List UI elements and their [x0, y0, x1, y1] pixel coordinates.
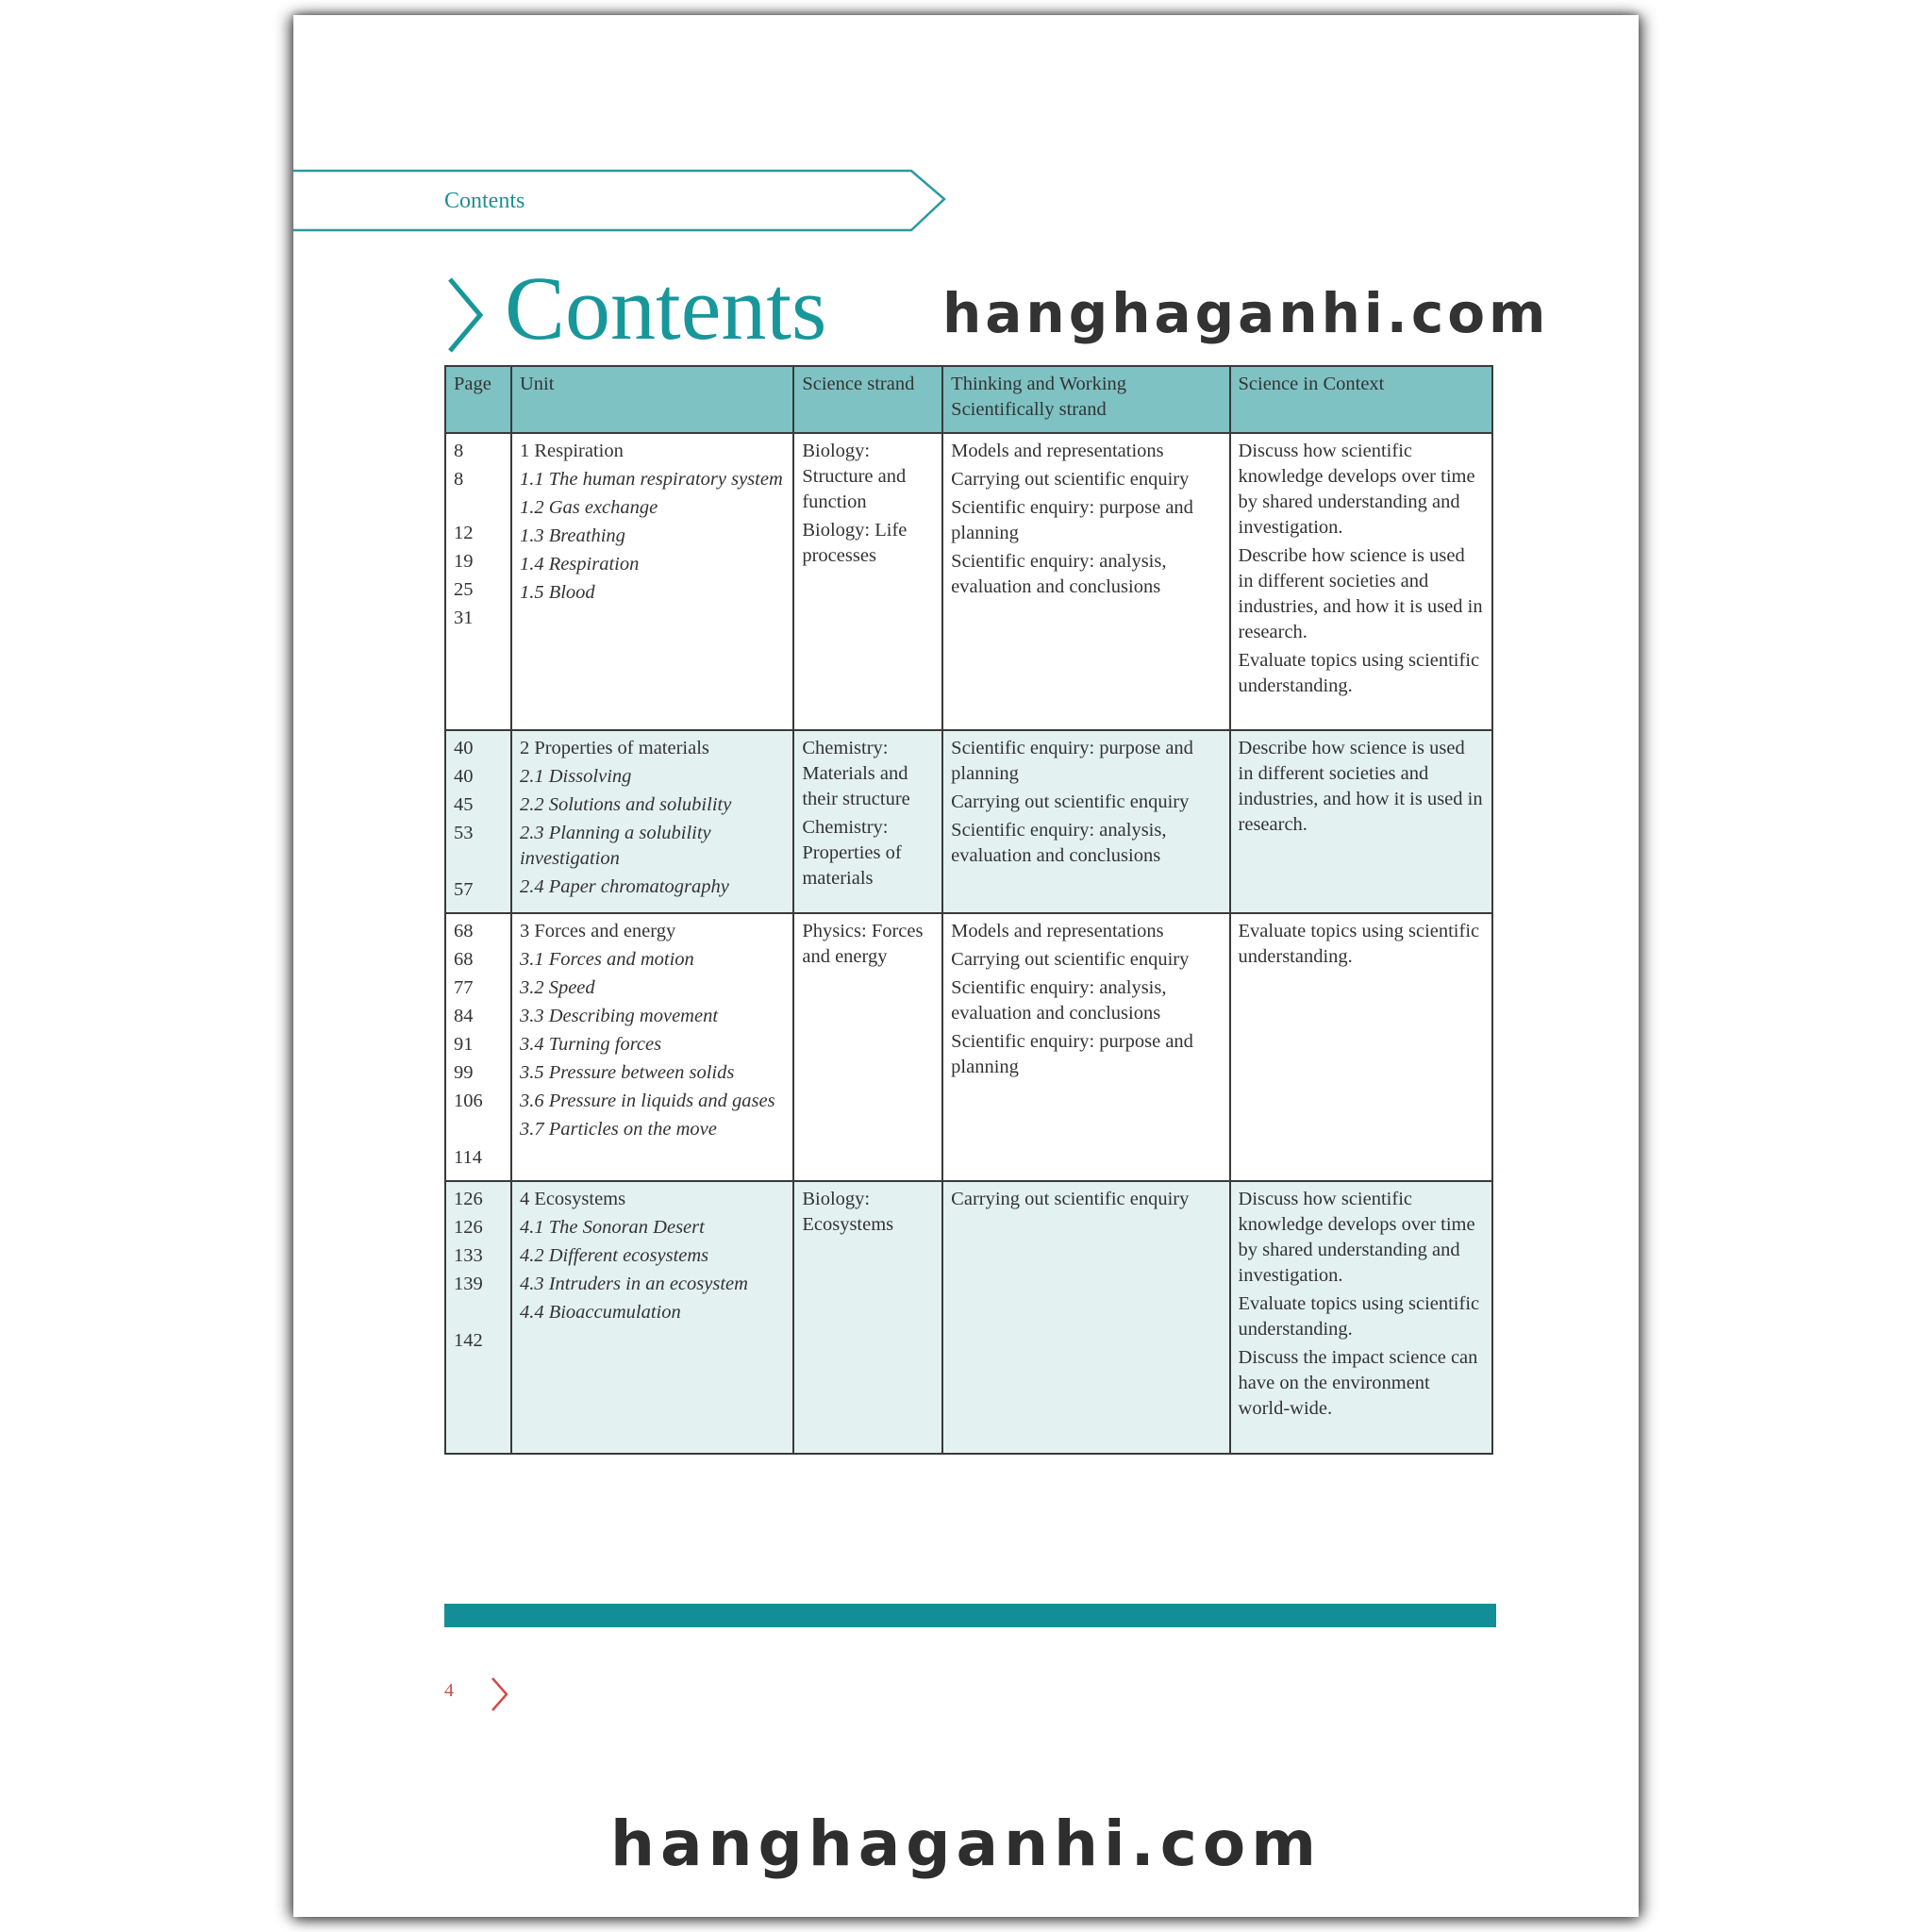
science-in-context-cell: [1230, 433, 1492, 730]
topic-link[interactable]: 1.4 Respiration: [519, 554, 640, 575]
topic-link[interactable]: 3.3 Describing movement: [519, 1006, 719, 1026]
science-in-context-cell: [1230, 1181, 1492, 1454]
page-cell: [445, 730, 511, 913]
thinking-working-cell: [942, 730, 1229, 913]
unit-cell: [511, 433, 793, 730]
topic-link[interactable]: 1.3 Breathing: [519, 525, 625, 546]
page-number: 40: [454, 766, 474, 787]
strand-text: Biology: Life processes: [802, 520, 908, 566]
thinking-working-cell: [942, 913, 1229, 1181]
section-banner: [293, 157, 973, 242]
table-row: [445, 730, 1492, 913]
page-cell: [445, 433, 511, 730]
page-number: 77: [454, 977, 474, 998]
topic-link[interactable]: 3.1 Forces and motion: [519, 949, 694, 970]
column-header-unit: Unit: [511, 366, 793, 433]
page-number: 114: [454, 1147, 482, 1168]
page-number: 84: [454, 1006, 474, 1026]
unit-title: 4 Ecosystems: [519, 1189, 626, 1209]
page-number: 91: [454, 1034, 474, 1055]
strand-text: Biology: Ecosystems: [802, 1189, 894, 1235]
twc-text: Models and representations: [951, 921, 1164, 941]
contents-table: [444, 365, 1493, 1455]
topic-link[interactable]: 4.3 Intruders in an ecosystem: [519, 1274, 748, 1294]
strand-text: Chemistry: Properties of materials: [802, 817, 902, 889]
science-in-context-cell: [1230, 913, 1492, 1181]
page-cell: [445, 1181, 511, 1454]
twc-text: Scientific enquiry: analysis, evaluation and conclusions: [951, 551, 1167, 597]
page-title: Contents: [505, 258, 827, 358]
science-strand-cell: [793, 730, 942, 913]
topic-link[interactable]: 2.4 Paper chromatography: [519, 876, 729, 897]
twc-text: Carrying out scientific enquiry: [951, 791, 1190, 812]
column-header-science-strand: Science strand: [793, 366, 942, 433]
document-page: [293, 15, 1639, 1917]
topic-link[interactable]: 1.5 Blood: [519, 582, 595, 603]
twc-text: Models and representations: [951, 441, 1164, 461]
topic-link[interactable]: 4.4 Bioaccumulation: [519, 1302, 681, 1323]
twc-text: Scientific enquiry: purpose and planning: [951, 497, 1193, 543]
context-text: Evaluate topics using scientific understanding.: [1238, 650, 1480, 696]
unit-cell: [511, 913, 793, 1181]
page-number: 8: [454, 441, 464, 461]
twc-text: Scientific enquiry: analysis, evaluation and conclusions: [951, 977, 1167, 1024]
column-header-thinking-working: Thinking and Working Scientifically strand: [942, 366, 1229, 433]
science-strand-cell: [793, 1181, 942, 1454]
science-in-context-cell: [1230, 730, 1492, 913]
chevron-right-icon: [444, 275, 486, 355]
watermark-top: hanghaganhi.com: [942, 281, 1550, 345]
twc-text: Scientific enquiry: analysis, evaluation and conclusions: [951, 820, 1167, 866]
thinking-working-cell: [942, 433, 1229, 730]
science-strand-cell: [793, 433, 942, 730]
page-number: 53: [454, 823, 474, 843]
context-text: Discuss the impact science can have on the environment world-wide.: [1238, 1347, 1478, 1419]
page-number: 68: [454, 949, 474, 970]
topic-link[interactable]: 4.2 Different ecosystems: [519, 1245, 709, 1266]
unit-title: 3 Forces and energy: [519, 921, 676, 941]
topic-link[interactable]: 2.1 Dissolving: [519, 766, 632, 787]
twc-text: Scientific enquiry: purpose and planning: [951, 738, 1193, 784]
page-number: 8: [454, 469, 464, 490]
context-text: Discuss how scientific knowledge develops over time by shared understanding and investigation.: [1238, 441, 1475, 538]
topic-link[interactable]: 3.6 Pressure in liquids and gases: [519, 1091, 775, 1111]
page-number: 12: [454, 523, 474, 543]
strand-text: Chemistry: Materials and their structure: [802, 738, 910, 809]
topic-link[interactable]: 3.4 Turning forces: [519, 1034, 662, 1055]
page-cell: [445, 913, 511, 1181]
page-number: 142: [454, 1330, 483, 1351]
topic-link[interactable]: 1.1 The human respiratory system: [519, 469, 783, 490]
topic-link[interactable]: 3.2 Speed: [519, 977, 595, 998]
strand-text: Biology: Structure and function: [802, 441, 907, 512]
context-text: Describe how science is used in different societies and industries, and how it is used in research.: [1238, 545, 1483, 642]
table-row: [445, 1181, 1492, 1454]
twc-text: Scientific enquiry: purpose and planning: [951, 1031, 1193, 1077]
thinking-working-cell: [942, 1181, 1229, 1454]
unit-title: 1 Respiration: [519, 441, 624, 461]
twc-text: Carrying out scientific enquiry: [951, 1189, 1190, 1209]
topic-link[interactable]: 2.3 Planning a solubility investigation: [519, 823, 711, 869]
twc-text: Carrying out scientific enquiry: [951, 949, 1190, 970]
column-header-page: Page: [445, 366, 511, 433]
page-number: 25: [454, 579, 474, 600]
banner-label: Contents: [444, 189, 525, 213]
table-header-row: [445, 366, 1492, 433]
column-header-science-in-context: Science in Context: [1230, 366, 1492, 433]
page-number: 126: [454, 1189, 483, 1209]
context-text: Discuss how scientific knowledge develops over time by shared understanding and investigation.: [1238, 1189, 1475, 1286]
context-text: Evaluate topics using scientific understanding.: [1238, 921, 1480, 967]
page-number: 68: [454, 921, 474, 941]
page-number: 139: [454, 1274, 483, 1294]
page-number: 99: [454, 1062, 474, 1083]
page-number: 31: [454, 608, 474, 628]
topic-link[interactable]: 3.7 Particles on the move: [519, 1119, 717, 1140]
footer-bar: [444, 1604, 1496, 1627]
context-text: Describe how science is used in different societies and industries, and how it is used in research.: [1238, 738, 1483, 835]
context-text: Evaluate topics using scientific understanding.: [1238, 1293, 1480, 1340]
topic-link[interactable]: 3.5 Pressure between solids: [519, 1062, 735, 1083]
page-number: 19: [454, 551, 474, 572]
page-number-footer: 4: [444, 1680, 454, 1701]
chevron-right-icon: [490, 1675, 510, 1713]
page-number: 133: [454, 1245, 483, 1266]
topic-link[interactable]: 4.1 The Sonoran Desert: [519, 1217, 705, 1238]
topic-link[interactable]: 2.2 Solutions and solubility: [519, 794, 732, 815]
unit-cell: [511, 1181, 793, 1454]
twc-text: Carrying out scientific enquiry: [951, 469, 1190, 490]
page-number: 106: [454, 1091, 483, 1111]
science-strand-cell: [793, 913, 942, 1181]
watermark-bottom: hanghaganhi.com: [610, 1807, 1322, 1880]
topic-link[interactable]: 1.2 Gas exchange: [519, 497, 658, 518]
table-row: [445, 433, 1492, 730]
strand-text: Physics: Forces and energy: [802, 921, 924, 967]
unit-cell: [511, 730, 793, 913]
table-row: [445, 913, 1492, 1181]
page-number: 57: [454, 879, 474, 900]
unit-title: 2 Properties of materials: [519, 738, 709, 758]
page-number: 40: [454, 738, 474, 758]
page-number: 126: [454, 1217, 483, 1238]
page-number: 45: [454, 794, 474, 815]
